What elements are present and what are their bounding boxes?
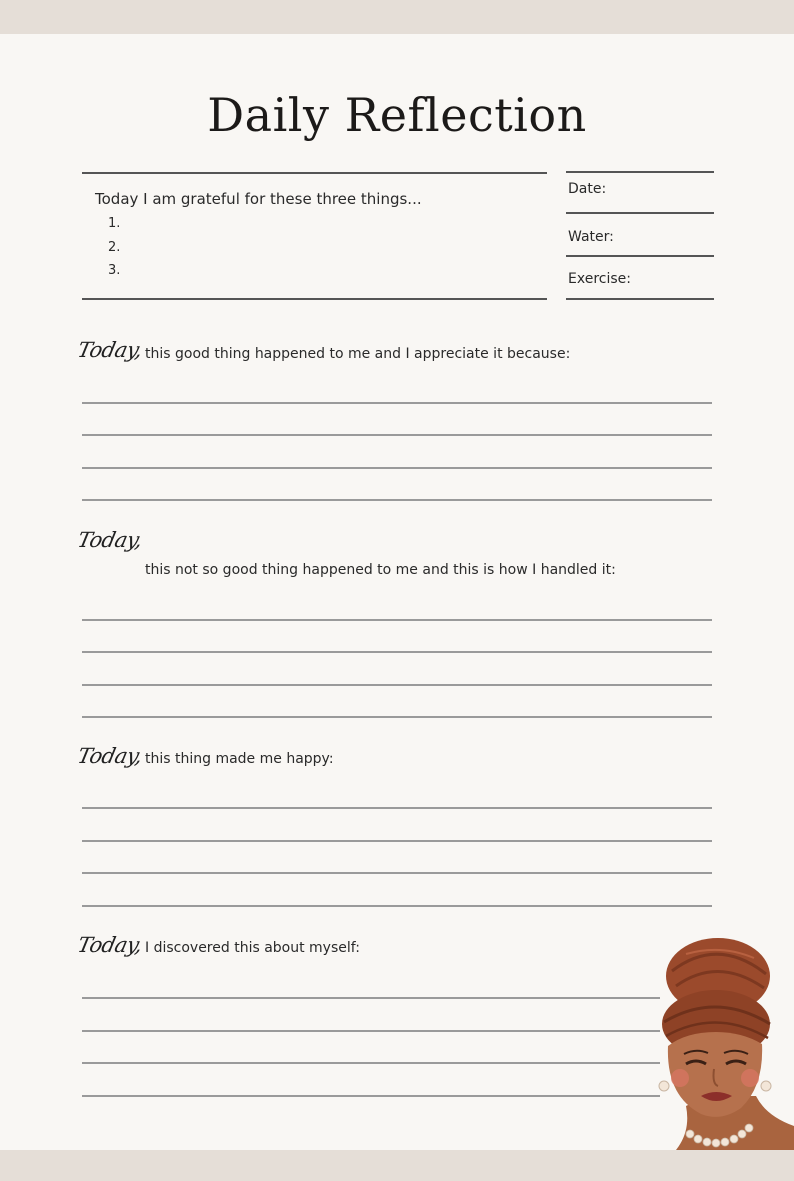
gratitude-item-3: 3. [108,263,121,278]
section-3-prompt: this thing made me happy: [145,751,334,767]
writing-line[interactable] [82,997,660,999]
writing-line[interactable] [82,499,712,501]
writing-line[interactable] [82,807,712,809]
gratitude-item-2: 2. [108,240,121,255]
today-script-1: Today, [75,338,145,362]
gratitude-item-1: 1. [108,216,121,231]
gratitude-bottom-rule [82,298,547,300]
gratitude-top-rule [82,172,547,174]
page-title: Daily Reflection [207,88,587,142]
writing-line[interactable] [82,840,712,842]
section-4-prompt: I discovered this about myself: [145,940,360,956]
writing-line[interactable] [82,434,712,436]
writing-line[interactable] [82,1062,660,1064]
exercise-field-line[interactable] [566,298,714,300]
gratitude-prompt: Today I am grateful for these three things... [95,190,422,208]
today-script-4: Today, [75,933,145,957]
writing-line[interactable] [82,684,712,686]
section-1-prompt: this good thing happened to me and I appreciate it because: [145,346,571,362]
water-label: Water: [568,229,614,245]
writing-line[interactable] [82,402,712,404]
today-script-3: Today, [75,744,145,768]
water-field-line[interactable] [566,255,714,257]
woman-illustration [646,936,794,1150]
writing-line[interactable] [82,872,712,874]
exercise-label: Exercise: [568,271,631,287]
writing-line[interactable] [82,905,712,907]
writing-line[interactable] [82,651,712,653]
date-label: Date: [568,181,607,197]
writing-line[interactable] [82,467,712,469]
date-field-line[interactable] [566,212,714,214]
section-2-prompt: this not so good thing happened to me and this is how I handled it: [145,562,616,578]
writing-line[interactable] [82,1030,660,1032]
today-script-2: Today, [75,528,145,552]
side-top-rule [566,171,714,173]
writing-line[interactable] [82,1095,660,1097]
writing-line[interactable] [82,716,712,718]
writing-line[interactable] [82,619,712,621]
